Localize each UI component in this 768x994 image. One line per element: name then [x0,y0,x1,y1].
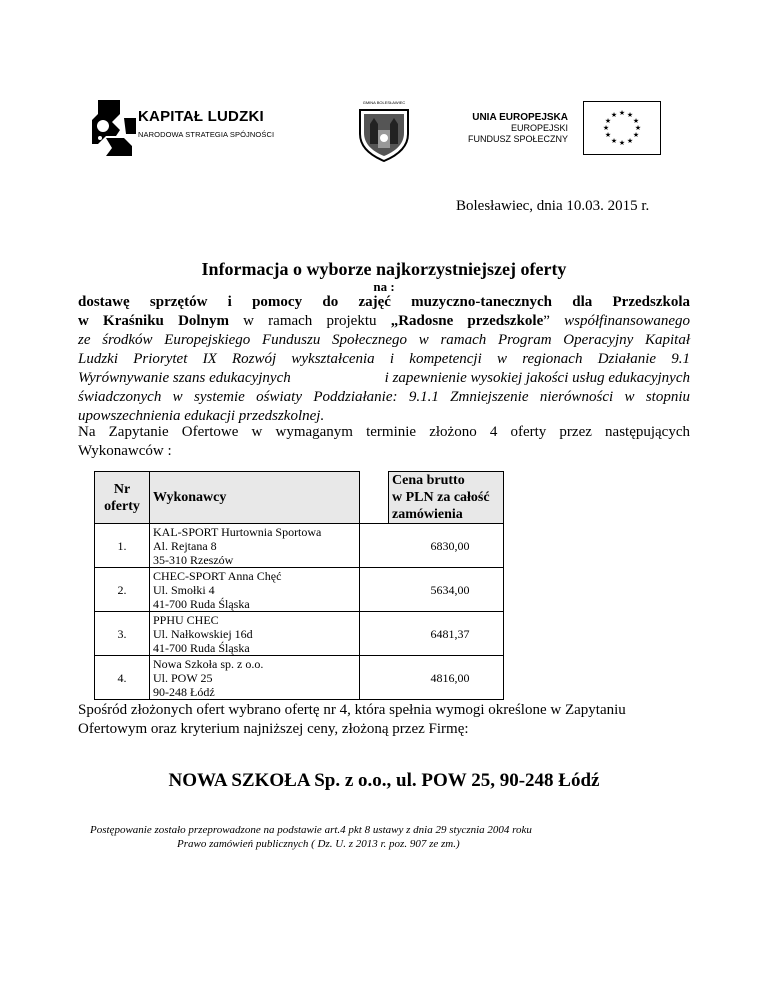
table-row [95,568,504,612]
para2-line-1: Spośród złożonych ofert wybrano ofertę nr 4, która spełnia wymogi określone w Zapytaniu [78,702,626,718]
svg-text:★: ★ [632,131,640,139]
intro-line-6: świadczonych w systemie oświaty Poddziałanie: 9.1.1 Zmniejszenie nierówności w stopniu [78,389,690,405]
table-header-row [95,472,504,524]
footer-line-2: Prawo zamówień publicznych ( Dz. U. z 2013 r. poz. 907 ze zm.) [177,838,460,850]
para1-line-1: Na Zapytanie Ofertowe w wymaganym terminie złożono 4 oferty przez następujących [78,424,690,440]
eu-title: UNIA EUROPEJSKA [472,112,568,123]
row-nr: 4. [95,656,150,700]
svg-text:★: ★ [626,137,634,145]
intro-line-7: upowszechnienia edukacji przedszkolnej. [78,408,325,424]
svg-text:★: ★ [604,117,612,125]
svg-text:★: ★ [632,117,640,125]
svg-text:★: ★ [602,124,610,132]
table-row [95,524,504,568]
row-wykonawca: CHEC-SPORT Anna Chęć Ul. Smołki 4 41-700 Ruda Śląska [150,568,360,612]
eu-line2: FUNDUSZ SPOŁECZNY [467,134,568,144]
intro-line-5: Wyrównywanie szans edukacyjnych i zapewnienie wysokiej jakości usług edukacyjnych [78,370,690,386]
eu-line1: EUROPEJSKI [510,123,568,133]
svg-text:★: ★ [604,131,612,139]
row-nr: 2. [95,568,150,612]
row-nr: 3. [95,612,150,656]
intro-line-4: Ludzki Priorytet IX Rozwój wykształcenia i kompetencji w regionach Działanie 9.1 [78,351,690,367]
row-price: 6481,37 [360,612,504,656]
document-title: Informacja o wyborze najkorzystniejszej oferty [201,259,567,279]
kapital-ludzki-subtitle: NARODOWA STRATEGIA SPÓJNOŚCI [138,130,275,139]
row-wykonawca: PPHU CHEC Ul. Nałkowskiej 16d 41-700 Ruda Śląska [150,612,360,656]
header-cena: Cena brutto w PLN za całość zamówienia [389,472,504,524]
svg-text:★: ★ [610,137,618,145]
row-wykonawca: KAL-SPORT Hurtownia Sportowa Al. Rejtana 8 35-310 Rzeszów [150,524,360,568]
svg-text:★: ★ [618,139,626,147]
crest-icon [356,100,412,162]
eu-flag-icon [583,101,661,155]
footer-line-1: Postępowanie zostało przeprowadzone na podstawie art.4 pkt 8 ustawy z dnia 29 stycznia 2004 roku [90,824,532,836]
svg-text:★: ★ [626,111,634,119]
table-row [95,612,504,656]
winner-line: NOWA SZKOŁA Sp. z o.o., ul. POW 25, 90-248 Łódź [168,770,600,791]
kapital-ludzki-logo [92,100,292,156]
date-line: Bolesławiec, dnia 10.03. 2015 r. [456,198,650,214]
header-nr: Nr oferty [95,472,150,524]
header-spacer [360,472,389,524]
intro-line-3: ze środków Europejskiego Funduszu Społecznego w ramach Program Operacyjny Kapitał [78,332,690,348]
intro-line-1: dostawę sprzętów i pomocy do zajęć muzyczno-tanecznych dla Przedszkola [78,294,690,310]
na-label: na : [373,279,395,294]
header-wykonawcy: Wykonawcy [150,472,360,524]
offers-table [94,471,504,700]
table-row [95,656,504,700]
row-nr: 1. [95,524,150,568]
svg-text:★: ★ [634,124,642,132]
row-wykonawca: Nowa Szkoła sp. z o.o. Ul. POW 25 90-248 Łódź [150,656,360,700]
crest-label: GMINA BOLESŁAWIEC [362,100,406,105]
gmina-crest [356,100,412,162]
row-price: 5634,00 [360,568,504,612]
para1-line-2: Wykonawców : [78,443,172,459]
row-price: 6830,00 [360,524,504,568]
svg-text:★: ★ [618,109,626,117]
eu-logo [462,100,662,156]
row-price: 4816,00 [360,656,504,700]
svg-text:★: ★ [610,111,618,119]
kapital-ludzki-emblem-icon [92,100,138,156]
kapital-ludzki-title: KAPITAŁ LUDZKI [138,108,264,125]
para2-line-2: Ofertowym oraz kryterium najniższej ceny, złożoną przez Firmę: [78,721,469,737]
intro-line-2: w Kraśniku Dolnym w ramach projektu „Radosne przedszkole” współfinansowanego [78,313,690,329]
